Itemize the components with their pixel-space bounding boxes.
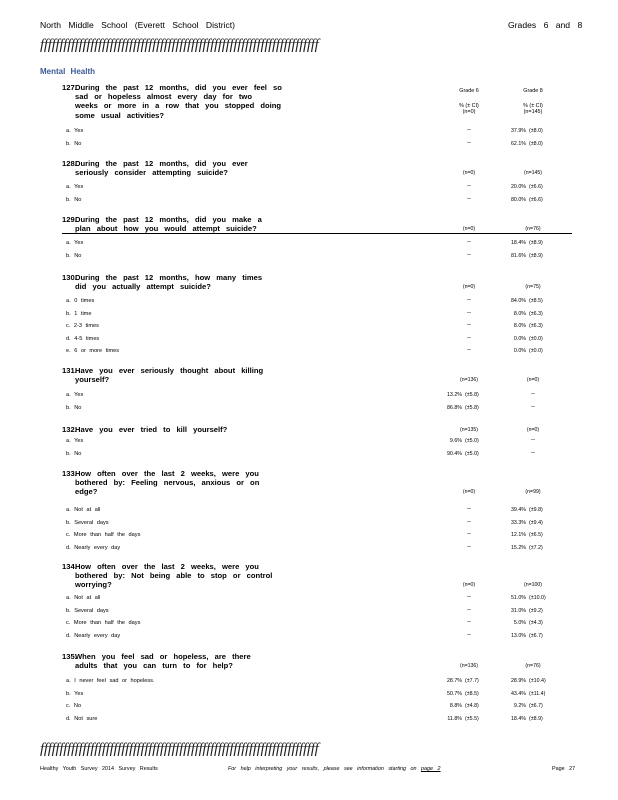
grade6-value: -- — [467, 139, 471, 146]
footer-help-text: For help interpreting your results, please see information starting on page 2 — [228, 766, 441, 772]
page-header-school: North Middle School (Everett School District) — [40, 20, 236, 30]
grade8-sample-size: (n=76) — [525, 663, 541, 670]
grade6-value: -- — [467, 518, 471, 525]
grade6-value: -- — [467, 183, 471, 189]
footer-page-number: Page 27 — [552, 766, 576, 772]
grade8-confidence-interval: (±0.0) — [529, 348, 543, 354]
option-label: a. Yes — [66, 240, 84, 246]
grade6-confidence-interval: (±5.8) — [465, 392, 479, 398]
option-label: a. 0 times — [66, 298, 95, 304]
question-text-line: worrying? — [75, 580, 112, 590]
grade6-value: -- — [467, 251, 471, 258]
grade6-value: -- — [467, 309, 471, 316]
option-label: c. No — [66, 703, 82, 709]
option-label: c. More than half the days — [66, 620, 141, 626]
grade8-sample-size: (n=0) — [526, 377, 540, 384]
grade6-value: -- — [467, 594, 471, 600]
grade8-confidence-interval: (±8.0) — [529, 128, 543, 134]
grade6-sample-size: (n=136) — [459, 663, 479, 670]
grade6-sample-size: (n=135) — [459, 427, 479, 433]
grade6-confidence-interval: (±5.5) — [465, 715, 479, 722]
grade8-confidence-interval: (±6.5) — [529, 532, 543, 538]
option-label: a. Yes — [66, 438, 84, 444]
option-label: a. Yes — [66, 128, 84, 134]
grade8-column-header: Grade 8 % (± CI) (n=145) — [523, 88, 543, 116]
grade8-sample-size: (n=100) — [523, 582, 543, 589]
grade8-confidence-interval: (±8.9) — [529, 240, 543, 246]
question-text-line: During the past 12 months, did you ever feel so — [75, 83, 282, 92]
question-number: 130. — [62, 273, 77, 282]
grade8-sample-size: (n=0) — [526, 427, 540, 433]
grade8-sample-size: (n=145) — [523, 170, 543, 177]
question-text-line: Have you ever seriously thought about killing — [75, 366, 264, 375]
grade8-confidence-interval: (±8.9) — [529, 715, 543, 722]
question-text-line: During the past 12 months, did you make a — [75, 215, 262, 224]
grade6-value: -- — [467, 619, 471, 625]
grade6-percent: 11.8% — [447, 715, 462, 722]
grade8-percent: 12.1% — [510, 532, 526, 538]
question-number: 133. — [62, 469, 77, 478]
grade6-percent: 50.7% — [446, 690, 462, 697]
option-label: c. 2-3 times — [66, 323, 99, 329]
grade6-value: -- — [467, 606, 471, 613]
question-text-line: bothered by: Not being able to stop or control — [75, 571, 273, 581]
decorative-rule-top: ffffffffffffffffffffffffffffffffffffffffffffffffffffffffffffffffffffffff — [40, 37, 319, 53]
option-label: d. Nearly every day — [66, 632, 121, 639]
grade8-sample-size: (n=75) — [525, 284, 541, 291]
option-label: b. 1 time — [66, 310, 92, 317]
grade8-confidence-interval: (±8.0) — [529, 140, 543, 147]
grade8-percent: 80.0% — [510, 196, 526, 203]
question-number: 129. — [62, 215, 77, 224]
grade6-sample-size: (n=136) — [459, 377, 479, 384]
grade8-confidence-interval: (±10.4) — [529, 678, 546, 684]
question-number: 135. — [62, 652, 77, 661]
grade8-percent: 51.0% — [510, 595, 526, 601]
option-label: b. No — [66, 404, 82, 411]
grade8-percent: 81.6% — [510, 252, 526, 259]
grade6-sample-size: (n=0) — [462, 170, 476, 177]
grade6-confidence-interval: (±8.5) — [465, 690, 479, 697]
grade8-percent: 18.4% — [510, 715, 526, 722]
grade6-value: -- — [467, 506, 471, 512]
grade8-percent: 0.0% — [513, 348, 526, 354]
grade8-percent: 62.1% — [510, 140, 526, 147]
grade8-value: -- — [531, 449, 535, 456]
option-label: a. Yes — [66, 184, 84, 190]
grade6-sample-size: (n=0) — [462, 284, 476, 291]
grade8-value: -- — [531, 391, 535, 397]
grade8-confidence-interval: (±11.4) — [529, 690, 546, 697]
grade6-percent: 8.8% — [449, 703, 462, 709]
option-label: d. 4-5 times — [66, 335, 100, 342]
option-label: d. Not sure — [66, 715, 98, 722]
grade6-value: -- — [467, 334, 471, 341]
footer-page-link[interactable]: page 2 — [421, 766, 441, 772]
grade8-value: -- — [531, 403, 535, 410]
option-label: d. Nearly every day — [66, 544, 121, 551]
option-label: e. 6 or more times — [66, 348, 120, 354]
question-text-line: During the past 12 months, did you ever — [75, 159, 248, 168]
page-header-grades: Grades 6 and 8 — [508, 20, 583, 30]
grade8-percent: 37.9% — [510, 128, 526, 134]
grade6-confidence-interval: (±4.8) — [465, 703, 479, 709]
grade6-sample-size: (n=0) — [462, 226, 476, 233]
question-text-line: some usual activities? — [75, 110, 165, 120]
grade8-percent: 20.0% — [510, 184, 526, 190]
grade6-sample-size: (n=0) — [462, 582, 476, 589]
grade8-percent: 33.3% — [510, 519, 526, 526]
grade6-percent: 13.2% — [446, 392, 462, 398]
grade8-confidence-interval: (±6.3) — [529, 323, 543, 329]
grade8-percent: 39.4% — [510, 507, 526, 513]
grade6-value: -- — [467, 127, 471, 133]
grade8-confidence-interval: (±10.0) — [529, 595, 546, 601]
grade6-percent: 28.7% — [446, 678, 462, 684]
grade8-sample-size: (n=76) — [525, 226, 541, 233]
grade6-confidence-interval: (±5.0) — [465, 450, 479, 457]
grade6-value: -- — [467, 531, 471, 537]
question-text-line: sad or hopeless almost every day for two — [75, 92, 252, 102]
option-label: a. Yes — [66, 392, 84, 398]
divider-line — [62, 233, 572, 234]
grade6-value: -- — [467, 239, 471, 245]
option-label: a. Not at all — [66, 507, 101, 513]
grade6-confidence-interval: (±5.8) — [465, 404, 479, 411]
grade8-confidence-interval: (±6.6) — [529, 196, 543, 203]
grade8-confidence-interval: (±6.6) — [529, 184, 543, 190]
grade8-confidence-interval: (±6.7) — [529, 632, 543, 639]
grade6-column-header: Grade 6 % (± CI) (n=0) — [459, 88, 479, 116]
section-title: Mental Health — [40, 67, 96, 76]
question-text-line: During the past 12 months, how many times — [75, 273, 263, 282]
question-text-line: did you actually attempt suicide? — [75, 282, 211, 292]
question-number: 127. — [62, 83, 77, 92]
question-text-line: adults that you can turn to for help? — [75, 661, 233, 671]
question-text-line: How often over the last 2 weeks, were you — [75, 469, 259, 478]
grade8-percent: 5.0% — [513, 620, 526, 626]
grade8-percent: 8.0% — [513, 310, 526, 317]
question-text-line: bothered by: Feeling nervous, anxious or on — [75, 478, 260, 488]
grade8-confidence-interval: (±9.4) — [529, 519, 543, 526]
grade6-percent: 9.6% — [449, 438, 462, 444]
grade8-percent: 43.4% — [510, 690, 526, 697]
grade8-confidence-interval: (±9.2) — [529, 607, 543, 614]
option-label: c. More than half the days — [66, 532, 141, 538]
question-number: 132. — [62, 425, 77, 434]
option-label: b. Several days — [66, 607, 109, 614]
grade6-confidence-interval: (±5.0) — [465, 438, 479, 444]
question-text-line: edge? — [75, 487, 98, 497]
grade6-value: -- — [467, 322, 471, 328]
grade8-percent: 15.2% — [510, 544, 526, 551]
question-text-line: seriously consider attempting suicide? — [75, 168, 228, 178]
grade6-confidence-interval: (±7.7) — [465, 678, 479, 684]
question-text-line: Have you ever tried to kill yourself? — [75, 425, 228, 434]
question-text-line: How often over the last 2 weeks, were you — [75, 562, 259, 571]
option-label: a. Not at all — [66, 595, 101, 601]
option-label: a. I never feel sad or hopeless. — [66, 678, 155, 684]
option-label: b. No — [66, 140, 82, 147]
grade8-percent: 13.0% — [510, 632, 526, 639]
grade8-percent: 0.0% — [513, 335, 526, 342]
grade6-value: -- — [467, 195, 471, 202]
grade8-confidence-interval: (±6.7) — [529, 703, 543, 709]
option-label: b. No — [66, 252, 82, 259]
question-text-line: plan about how you would attempt suicide? — [75, 224, 257, 234]
grade8-percent: 31.0% — [510, 607, 526, 614]
option-label: b. No — [66, 196, 82, 203]
grade8-percent: 18.4% — [510, 240, 526, 246]
grade8-confidence-interval: (±7.2) — [529, 544, 543, 551]
grade8-value: -- — [531, 437, 535, 443]
grade8-sample-size: (n=99) — [525, 489, 541, 496]
grade8-confidence-interval: (±8.9) — [529, 252, 543, 259]
decorative-rule-bottom: ffffffffffffffffffffffffffffffffffffffffffffffffffffffffffffffffffffffff — [40, 741, 319, 757]
option-label: b. Yes — [66, 690, 84, 697]
grade8-confidence-interval: (±0.0) — [529, 335, 543, 342]
question-number: 134. — [62, 562, 77, 571]
grade8-confidence-interval: (±9.8) — [529, 507, 543, 513]
grade6-percent: 90.4% — [446, 450, 462, 457]
option-label: b. Several days — [66, 519, 109, 526]
grade6-percent: 86.8% — [446, 404, 462, 411]
grade6-sample-size: (n=0) — [462, 489, 476, 496]
grade8-confidence-interval: (±4.3) — [529, 620, 543, 626]
option-label: b. No — [66, 450, 82, 457]
grade6-value: -- — [467, 543, 471, 550]
question-number: 131. — [62, 366, 77, 375]
grade8-confidence-interval: (±8.5) — [529, 298, 543, 304]
grade8-percent: 28.9% — [510, 678, 526, 684]
grade8-percent: 9.2% — [513, 703, 526, 709]
grade8-percent: 84.0% — [510, 298, 526, 304]
grade8-percent: 8.0% — [513, 323, 526, 329]
question-text-line: weeks or more in a row that you stopped doing — [75, 101, 282, 111]
question-text-line: yourself? — [75, 375, 110, 385]
grade6-value: -- — [467, 631, 471, 638]
footer-survey-title: Healthy Youth Survey 2014 Survey Results — [40, 766, 158, 772]
grade6-value: -- — [467, 297, 471, 303]
question-number: 128. — [62, 159, 77, 168]
grade6-value: -- — [467, 347, 471, 353]
grade8-confidence-interval: (±6.3) — [529, 310, 543, 317]
question-text-line: When you feel sad or hopeless, are there — [75, 652, 251, 661]
